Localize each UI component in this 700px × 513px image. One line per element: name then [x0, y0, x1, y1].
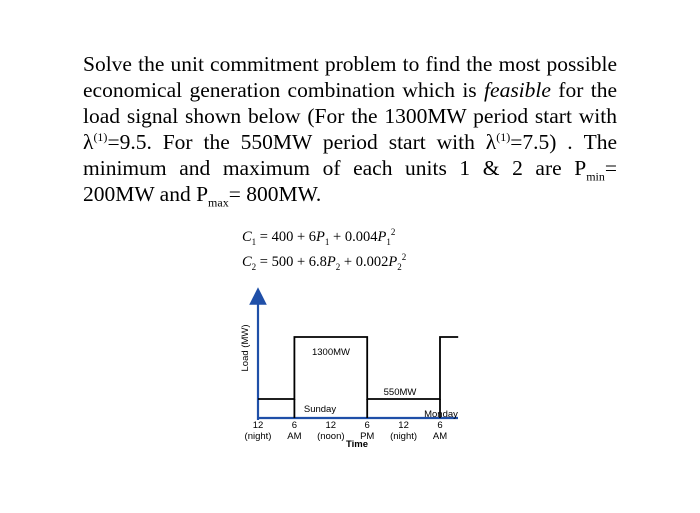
x-tick-label: 12: [398, 420, 409, 431]
feasible-emphasis: feasible: [484, 78, 551, 102]
x-tick-sublabel: (night): [244, 431, 272, 442]
period-label-sunday: Sunday: [303, 404, 337, 415]
x-tick-label: 6: [291, 420, 298, 431]
x-tick-sublabel: AM: [287, 431, 302, 442]
load-profile-line: [258, 337, 458, 399]
x-axis-label: Time: [345, 439, 369, 450]
period-label-monday: Monday: [424, 409, 458, 420]
x-tick-sublabel: (noon): [317, 431, 345, 442]
x-tick-sublabel: AM: [432, 431, 448, 442]
problem-statement: Solve the unit commitment problem to find the most possible economical generation combination which is feasible for the load signal shown below (For the 1300MW period start with $\lambda^{(1)}=9.5$. For the 550MW period start with $\lambda^{(1)}=7.5$) . The minimum and maximum of each units 1 & 2 are $P_{min}= 200MW$ and $P_{max}= 800MW$.: [83, 52, 618, 210]
cost-equation-2: $C_2 = 500 + 6.8P_2 + 0.002P_2^2$: [242, 252, 407, 272]
x-tick-label: 6: [437, 420, 443, 431]
x-tick-label: 12: [252, 420, 264, 431]
cost-equation-1: $C_1 = 400 + 6P_1 + 0.004P_1^2$: [242, 227, 396, 247]
x-tick-sublabel: PM: [360, 431, 375, 442]
step-label-1300: 1300MW: [311, 347, 351, 358]
x-tick-sublabel: (night): [390, 431, 418, 442]
y-axis-label: Load (MW): [240, 324, 251, 372]
step-label-550: 550MW: [383, 387, 417, 398]
x-tick-label: 6: [364, 420, 370, 431]
x-tick-label: 12: [325, 420, 337, 431]
